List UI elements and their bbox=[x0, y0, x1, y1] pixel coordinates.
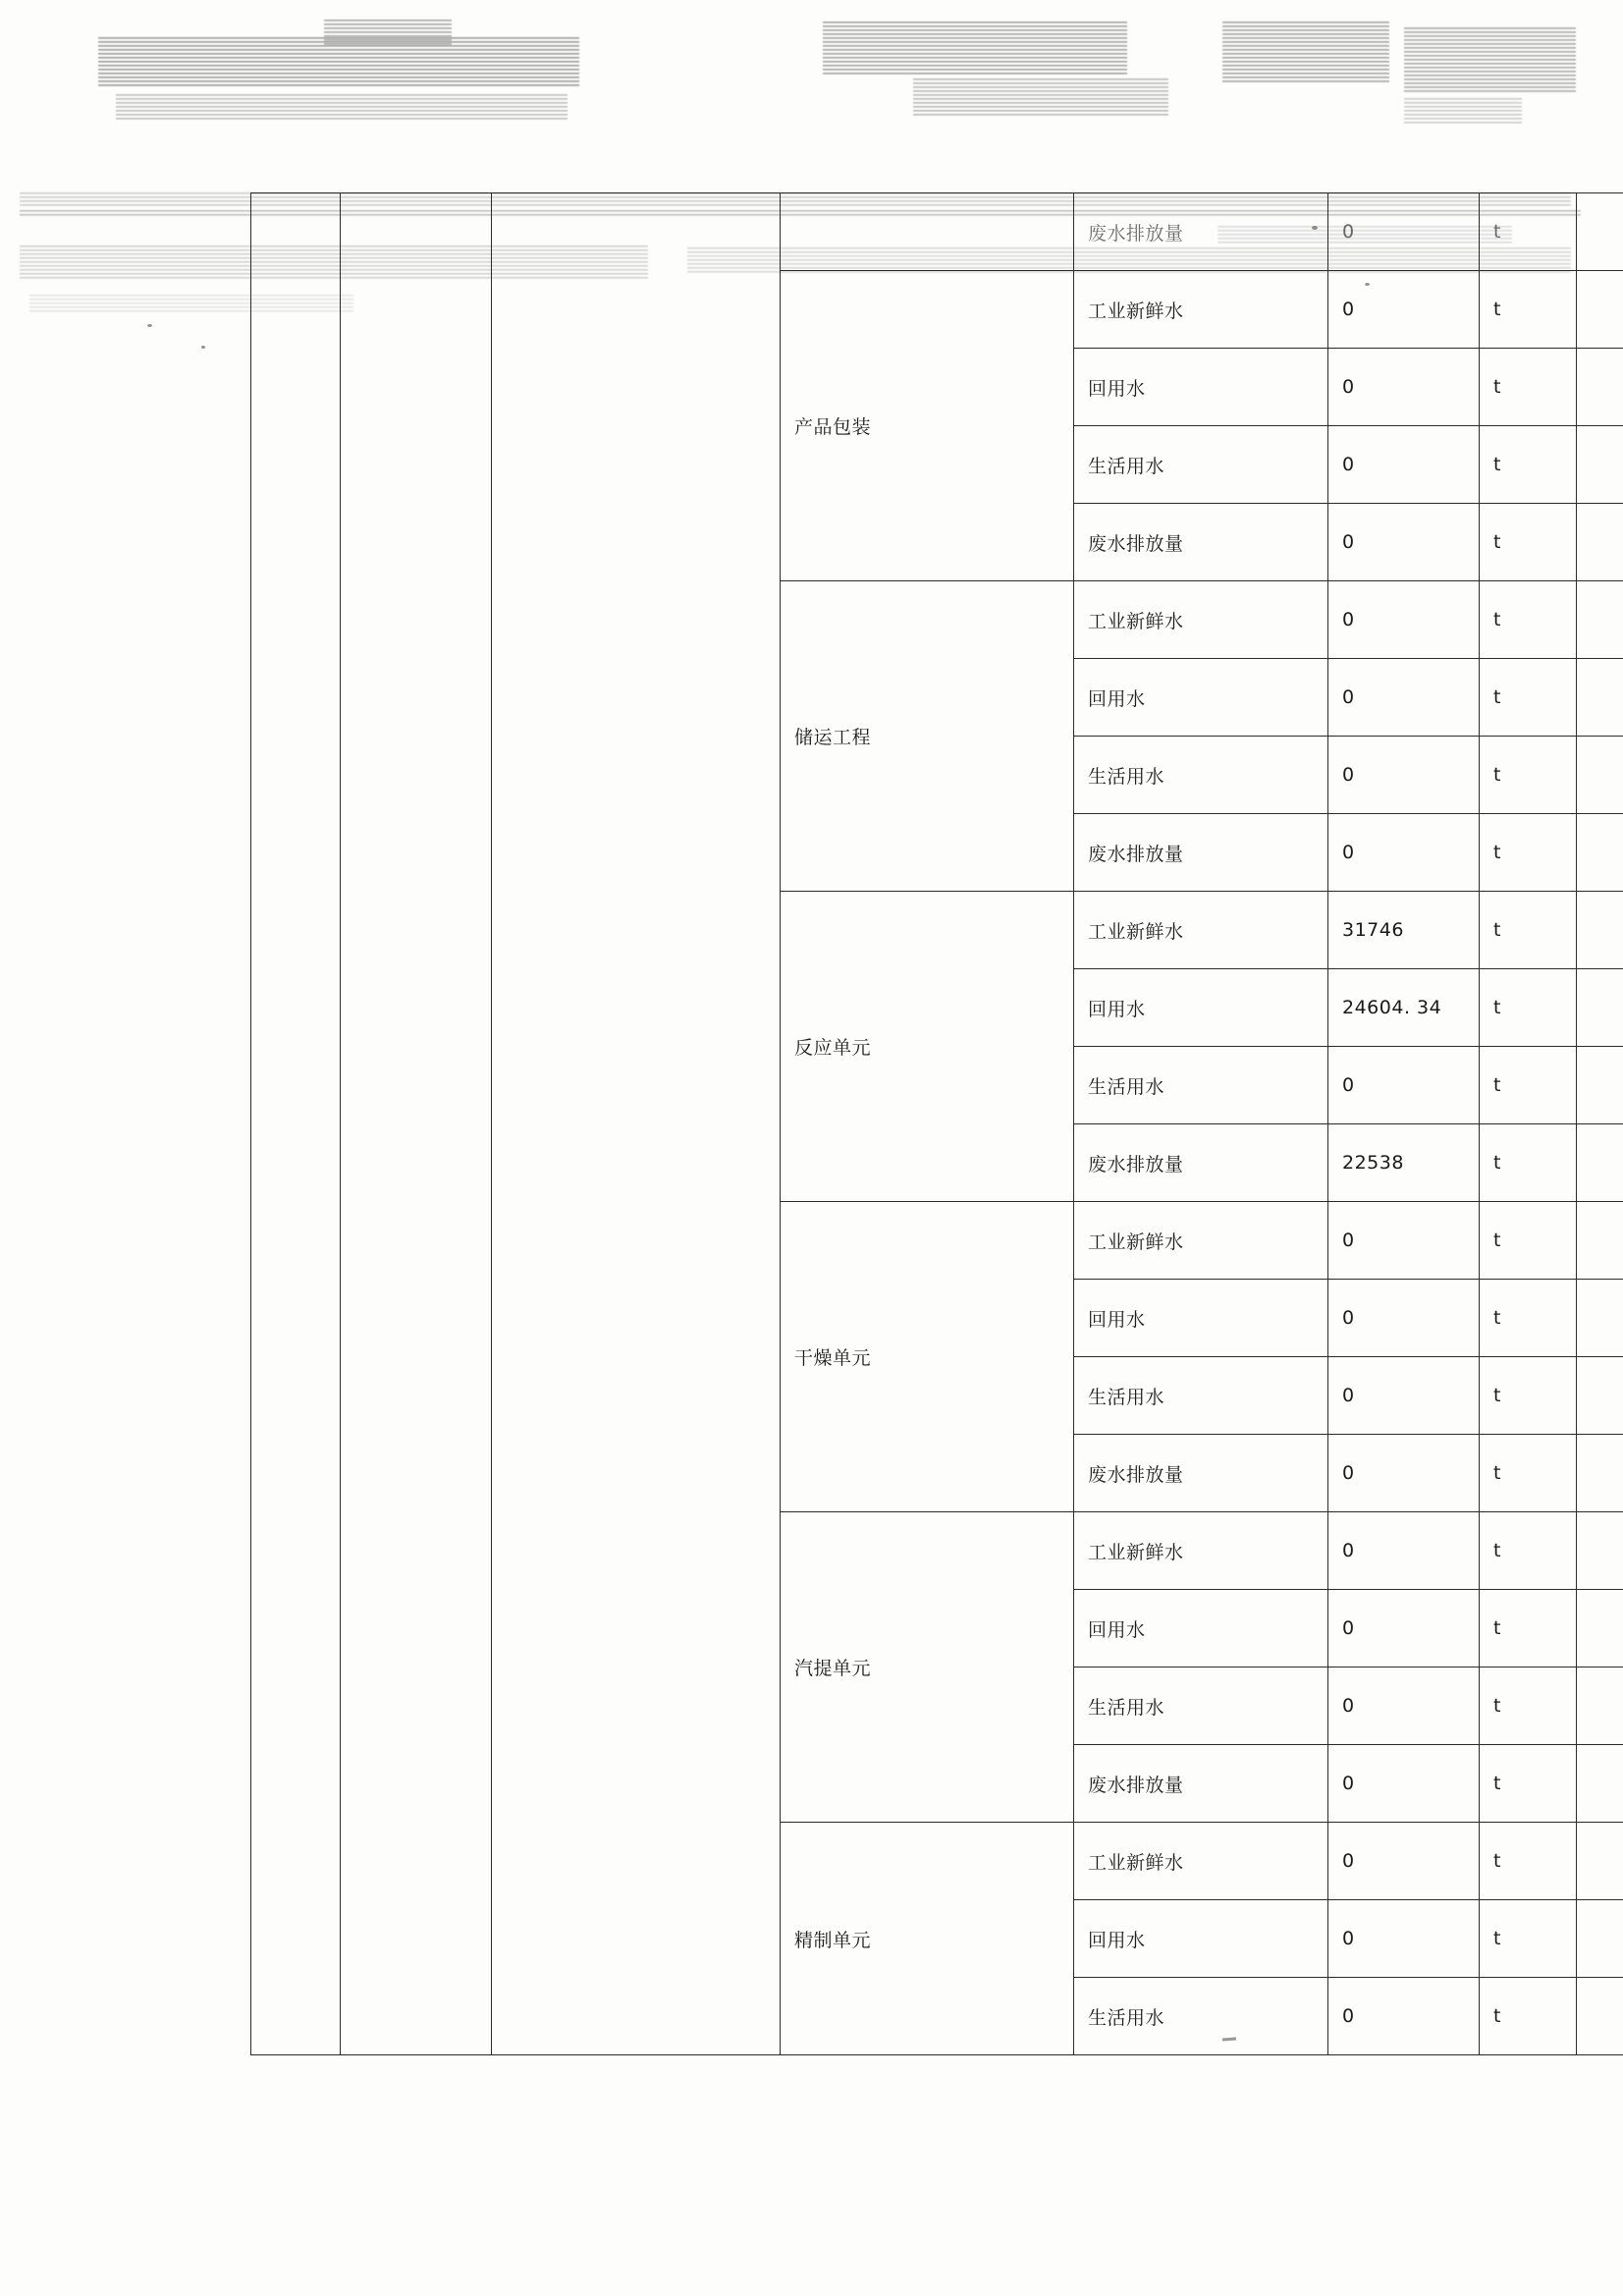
cell-indicator: 废水排放量 bbox=[1074, 814, 1328, 892]
cell-indicator: 生活用水 bbox=[1074, 1047, 1328, 1124]
scan-smear bbox=[116, 94, 568, 120]
cell-value: 0 bbox=[1328, 349, 1480, 426]
scan-speck bbox=[201, 346, 205, 349]
scan-smear bbox=[1404, 27, 1576, 94]
cell-value: 0 bbox=[1328, 1280, 1480, 1357]
cell-indicator: 生活用水 bbox=[1074, 737, 1328, 814]
cell-category-column bbox=[341, 193, 492, 2055]
cell-value: 0 bbox=[1328, 1202, 1480, 1280]
scan-smear bbox=[98, 37, 579, 88]
cell-indicator: 生活用水 bbox=[1074, 1667, 1328, 1745]
cell-value: 0 bbox=[1328, 426, 1480, 504]
cell-unit-name: 产品包装 bbox=[781, 271, 1074, 581]
cell-note bbox=[1577, 1202, 1623, 1280]
cell-value: 0 bbox=[1328, 1823, 1480, 1900]
cell-value: 0 bbox=[1328, 1745, 1480, 1823]
cell-value: 0 bbox=[1328, 1590, 1480, 1667]
cell-indicator: 回用水 bbox=[1074, 659, 1328, 737]
cell-value: 0 bbox=[1328, 659, 1480, 737]
scan-smear bbox=[1222, 22, 1389, 82]
cell-unit: t bbox=[1480, 1512, 1577, 1590]
cell-note bbox=[1577, 581, 1623, 659]
cell-unit: t bbox=[1480, 969, 1577, 1047]
scan-smear bbox=[1404, 98, 1522, 124]
cell-unit: t bbox=[1480, 892, 1577, 969]
cell-value: 0 bbox=[1328, 1900, 1480, 1978]
cell-note bbox=[1577, 426, 1623, 504]
table-body bbox=[251, 193, 1623, 2055]
cell-indicator: 回用水 bbox=[1074, 349, 1328, 426]
cell-indicator: 工业新鲜水 bbox=[1074, 271, 1328, 349]
cell-note bbox=[1577, 1280, 1623, 1357]
cell-note bbox=[1577, 1047, 1623, 1124]
cell-unit-name: 反应单元 bbox=[781, 892, 1074, 1202]
scan-smear bbox=[913, 79, 1168, 118]
cell-note bbox=[1577, 349, 1623, 426]
cell-note bbox=[1577, 504, 1623, 581]
cell-unit: t bbox=[1480, 271, 1577, 349]
cell-unit: t bbox=[1480, 504, 1577, 581]
cell-value: 0 bbox=[1328, 1357, 1480, 1435]
cell-note bbox=[1577, 1124, 1623, 1202]
cell-unit: t bbox=[1480, 581, 1577, 659]
cell-unit: t bbox=[1480, 1435, 1577, 1512]
cell-value: 0 bbox=[1328, 814, 1480, 892]
cell-value: 0 bbox=[1328, 1667, 1480, 1745]
cell-indicator: 废水排放量 bbox=[1074, 193, 1328, 271]
cell-indicator: 生活用水 bbox=[1074, 1357, 1328, 1435]
cell-indicator: 废水排放量 bbox=[1074, 1435, 1328, 1512]
cell-indicator: 回用水 bbox=[1074, 1280, 1328, 1357]
cell-unit: t bbox=[1480, 349, 1577, 426]
cell-project-column bbox=[492, 193, 781, 2055]
cell-unit-name: 储运工程 bbox=[781, 581, 1074, 892]
cell-value: 0 bbox=[1328, 1435, 1480, 1512]
cell-value: 22538 bbox=[1328, 1124, 1480, 1202]
cell-unit: t bbox=[1480, 1202, 1577, 1280]
cell-note bbox=[1577, 659, 1623, 737]
cell-note bbox=[1577, 1512, 1623, 1590]
cell-value: 24604. 34 bbox=[1328, 969, 1480, 1047]
cell-unit: t bbox=[1480, 1667, 1577, 1745]
cell-note bbox=[1577, 1900, 1623, 1978]
cell-note bbox=[1577, 1823, 1623, 1900]
scan-smear bbox=[324, 20, 452, 45]
cell-indicator: 工业新鲜水 bbox=[1074, 581, 1328, 659]
cell-value: 0 bbox=[1328, 1047, 1480, 1124]
cell-note bbox=[1577, 1590, 1623, 1667]
cell-value: 0 bbox=[1328, 271, 1480, 349]
cell-unit-name: 干燥单元 bbox=[781, 1202, 1074, 1512]
cell-unit: t bbox=[1480, 659, 1577, 737]
cell-indicator: 工业新鲜水 bbox=[1074, 1823, 1328, 1900]
cell-indicator: 生活用水 bbox=[1074, 426, 1328, 504]
cell-note bbox=[1577, 1667, 1623, 1745]
cell-unit: t bbox=[1480, 1823, 1577, 1900]
cell-unit: t bbox=[1480, 1357, 1577, 1435]
cell-note bbox=[1577, 1978, 1623, 2055]
cell-note bbox=[1577, 1435, 1623, 1512]
cell-value: 0 bbox=[1328, 193, 1480, 271]
cell-unit-name bbox=[781, 193, 1074, 271]
cell-value: 31746 bbox=[1328, 892, 1480, 969]
water-balance-table bbox=[250, 192, 1623, 2055]
cell-unit: t bbox=[1480, 1280, 1577, 1357]
cell-unit: t bbox=[1480, 814, 1577, 892]
cell-indicator: 废水排放量 bbox=[1074, 1124, 1328, 1202]
cell-value: 0 bbox=[1328, 504, 1480, 581]
cell-unit: t bbox=[1480, 1978, 1577, 2055]
cell-indicator: 工业新鲜水 bbox=[1074, 892, 1328, 969]
cell-indicator: 工业新鲜水 bbox=[1074, 1512, 1328, 1590]
cell-note bbox=[1577, 892, 1623, 969]
cell-value: 0 bbox=[1328, 1978, 1480, 2055]
cell-indicator: 废水排放量 bbox=[1074, 504, 1328, 581]
cell-unit: t bbox=[1480, 1590, 1577, 1667]
cell-unit: t bbox=[1480, 1745, 1577, 1823]
cell-indicator: 回用水 bbox=[1074, 1590, 1328, 1667]
cell-note bbox=[1577, 969, 1623, 1047]
cell-value: 0 bbox=[1328, 737, 1480, 814]
cell-note bbox=[1577, 814, 1623, 892]
cell-note bbox=[1577, 271, 1623, 349]
cell-unit: t bbox=[1480, 426, 1577, 504]
cell-note bbox=[1577, 737, 1623, 814]
cell-indicator: 废水排放量 bbox=[1074, 1745, 1328, 1823]
cell-index-column bbox=[251, 193, 341, 2055]
cell-indicator: 工业新鲜水 bbox=[1074, 1202, 1328, 1280]
cell-value: 0 bbox=[1328, 1512, 1480, 1590]
cell-unit: t bbox=[1480, 193, 1577, 271]
cell-indicator: 回用水 bbox=[1074, 1900, 1328, 1978]
cell-unit: t bbox=[1480, 1124, 1577, 1202]
cell-unit: t bbox=[1480, 1047, 1577, 1124]
cell-value: 0 bbox=[1328, 581, 1480, 659]
scan-speck bbox=[147, 324, 152, 327]
cell-indicator: 回用水 bbox=[1074, 969, 1328, 1047]
cell-note bbox=[1577, 1357, 1623, 1435]
cell-unit: t bbox=[1480, 737, 1577, 814]
cell-indicator: 生活用水 bbox=[1074, 1978, 1328, 2055]
scan-smear bbox=[823, 22, 1127, 77]
cell-unit-name: 精制单元 bbox=[781, 1823, 1074, 2055]
cell-unit: t bbox=[1480, 1900, 1577, 1978]
cell-note bbox=[1577, 193, 1623, 271]
cell-unit-name: 汽提单元 bbox=[781, 1512, 1074, 1823]
cell-note bbox=[1577, 1745, 1623, 1823]
table-row bbox=[251, 193, 1623, 271]
